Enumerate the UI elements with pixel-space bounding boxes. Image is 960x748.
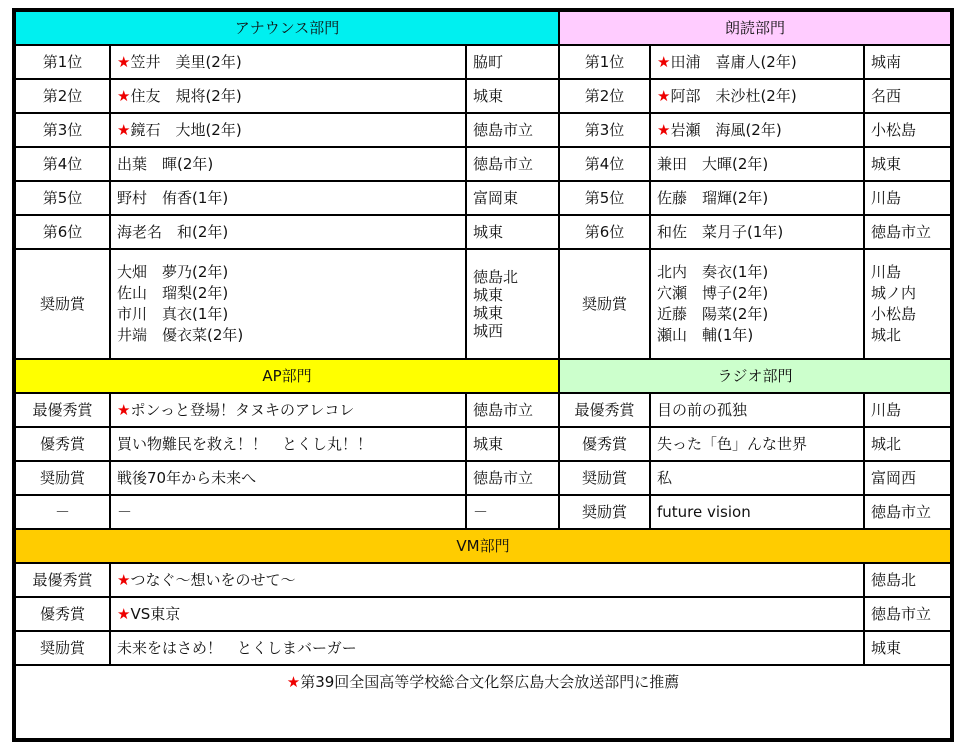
recital-name: 兼田 大暉(2年)	[650, 147, 864, 181]
ap-work: －	[110, 495, 466, 529]
announce-rank: 第5位	[16, 181, 110, 215]
ap-school: 城東	[466, 427, 559, 461]
radio-work: 目の前の孤独	[650, 393, 864, 427]
ap-school: 徳島市立	[466, 461, 559, 495]
vm-section-title: VM部門	[456, 537, 510, 555]
announce-section-title: アナウンス部門	[234, 19, 340, 37]
footnote-text: 第39回全国高等学校総合文化祭広島大会放送部門に推薦	[300, 673, 680, 691]
announce-section-header	[16, 12, 559, 45]
rank-row-3	[16, 113, 950, 147]
rank-row-1	[16, 45, 950, 79]
ap-work: ★ポンっと登場！タヌキのアレコレ	[110, 393, 466, 427]
vm-award: 優秀賞	[16, 597, 110, 631]
footnote	[16, 665, 950, 698]
radio-award: 最優秀賞	[559, 393, 650, 427]
ap-award: －	[16, 495, 110, 529]
award-row-3	[16, 461, 950, 495]
ap-section-header	[16, 359, 559, 393]
announce-encouragement-schools: 徳島北 城東 城東 城西	[466, 249, 559, 359]
vm-work: 未来をはさめ！ とくしまバーガー	[110, 631, 864, 665]
announce-school: 脇町	[466, 45, 559, 79]
recital-name: ★田浦 喜庸人(2年)	[650, 45, 864, 79]
recital-school: 城東	[864, 147, 950, 181]
announce-rank: 第1位	[16, 45, 110, 79]
vm-row-2	[16, 597, 950, 631]
rank-row-4	[16, 147, 950, 181]
star-icon: ★	[117, 121, 131, 139]
radio-school: 城北	[864, 427, 950, 461]
radio-section-title: ラジオ部門	[717, 367, 793, 385]
recital-rank: 第5位	[559, 181, 650, 215]
ap-award: 奨励賞	[16, 461, 110, 495]
announce-name: ★住友 規将(2年)	[110, 79, 466, 113]
vm-row-3	[16, 631, 950, 665]
star-icon: ★	[117, 401, 131, 419]
radio-work: future vision	[650, 495, 864, 529]
announce-name: ★笠井 美里(2年)	[110, 45, 466, 79]
recital-rank: 第4位	[559, 147, 650, 181]
vm-row-1	[16, 563, 950, 597]
radio-section-header	[559, 359, 950, 393]
ap-section-title: AP部門	[262, 367, 312, 385]
star-icon: ★	[657, 53, 671, 71]
vm-award: 最優秀賞	[16, 563, 110, 597]
recital-rank: 第2位	[559, 79, 650, 113]
radio-work: 私	[650, 461, 864, 495]
recital-school: 名西	[864, 79, 950, 113]
recital-encouragement-schools: 川島 城ノ内 小松島 城北	[864, 249, 950, 359]
announce-school: 城東	[466, 215, 559, 249]
vm-work: ★VS東京	[110, 597, 864, 631]
announce-encouragement-names: 大畑 夢乃(2年) 佐山 瑠梨(2年) 市川 真衣(1年) 井端 優衣菜(2年)	[110, 249, 466, 359]
recital-name: 佐藤 瑠輝(2年)	[650, 181, 864, 215]
ap-work: 買い物難民を救え！！ とくし丸！！	[110, 427, 466, 461]
announce-school: 徳島市立	[466, 147, 559, 181]
vm-school: 徳島市立	[864, 597, 950, 631]
announce-school: 富岡東	[466, 181, 559, 215]
star-icon: ★	[117, 571, 131, 589]
radio-school: 富岡西	[864, 461, 950, 495]
ap-award: 最優秀賞	[16, 393, 110, 427]
radio-school: 川島	[864, 393, 950, 427]
vm-school: 徳島北	[864, 563, 950, 597]
recital-rank: 第3位	[559, 113, 650, 147]
recital-encouragement-names: 北内 奏衣(1年) 穴瀬 博子(2年) 近藤 陽菜(2年) 瀬山 輔(1年)	[650, 249, 864, 359]
award-row-2	[16, 427, 950, 461]
vm-work: ★つなぐ～想いをのせて～	[110, 563, 864, 597]
announce-school: 徳島市立	[466, 113, 559, 147]
announce-encouragement-label: 奨励賞	[16, 249, 110, 359]
announce-rank: 第4位	[16, 147, 110, 181]
ap-work: 戦後70年から未来へ	[110, 461, 466, 495]
recital-school: 城南	[864, 45, 950, 79]
radio-work: 失った「色」んな世界	[650, 427, 864, 461]
vm-section-header	[16, 529, 950, 563]
ap-school: 徳島市立	[466, 393, 559, 427]
star-icon: ★	[657, 121, 671, 139]
announce-name: 海老名 和(2年)	[110, 215, 466, 249]
rank-row-6	[16, 215, 950, 249]
recital-school: 川島	[864, 181, 950, 215]
radio-award: 奨励賞	[559, 495, 650, 529]
vm-school: 城東	[864, 631, 950, 665]
vm-award: 奨励賞	[16, 631, 110, 665]
star-icon: ★	[117, 87, 131, 105]
recital-name: ★岩瀬 海風(2年)	[650, 113, 864, 147]
recital-name: ★阿部 未沙杜(2年)	[650, 79, 864, 113]
award-row-4	[16, 495, 950, 529]
rank-row-2	[16, 79, 950, 113]
ap-award: 優秀賞	[16, 427, 110, 461]
announce-name: 出葉 暉(2年)	[110, 147, 466, 181]
announce-rank: 第6位	[16, 215, 110, 249]
recital-rank: 第1位	[559, 45, 650, 79]
results-table	[16, 12, 950, 698]
star-icon: ★	[286, 673, 301, 691]
announce-name: 野村 侑香(1年)	[110, 181, 466, 215]
star-icon: ★	[117, 53, 131, 71]
recital-school: 徳島市立	[864, 215, 950, 249]
recital-name: 和佐 菜月子(1年)	[650, 215, 864, 249]
star-icon: ★	[117, 605, 131, 623]
recital-school: 小松島	[864, 113, 950, 147]
results-table-frame	[12, 8, 954, 742]
encouragement-row	[16, 249, 950, 359]
radio-award: 優秀賞	[559, 427, 650, 461]
recital-section-header	[559, 12, 950, 45]
announce-name: ★鏡石 大地(2年)	[110, 113, 466, 147]
announce-rank: 第3位	[16, 113, 110, 147]
ap-school: －	[466, 495, 559, 529]
announce-school: 城東	[466, 79, 559, 113]
rank-row-5	[16, 181, 950, 215]
recital-rank: 第6位	[559, 215, 650, 249]
recital-section-title: 朗読部門	[725, 19, 786, 37]
announce-rank: 第2位	[16, 79, 110, 113]
star-icon: ★	[657, 87, 671, 105]
recital-encouragement-label: 奨励賞	[559, 249, 650, 359]
radio-school: 徳島市立	[864, 495, 950, 529]
award-row-1	[16, 393, 950, 427]
radio-award: 奨励賞	[559, 461, 650, 495]
